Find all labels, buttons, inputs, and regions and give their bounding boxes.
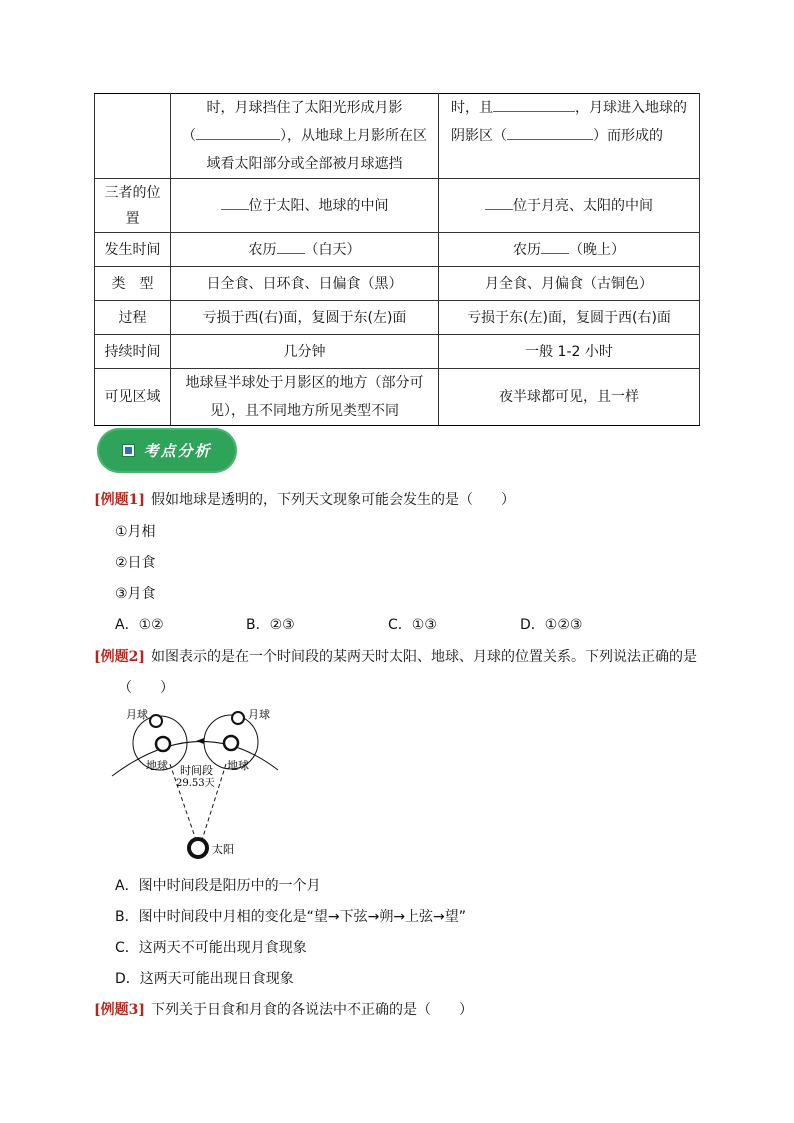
- q1-option-a[interactable]: A．①②: [115, 617, 164, 633]
- table-cell-label: 类 型: [95, 267, 171, 301]
- table-cell-label: 三者的位 置: [95, 179, 171, 233]
- label-earth-right: 地球: [227, 759, 249, 772]
- table-cell-label: 发生时间: [95, 233, 171, 267]
- fill-blank: [221, 193, 249, 210]
- q2-option-a[interactable]: A．图中时间段是阳历中的一个月: [115, 878, 321, 894]
- q1-option-c[interactable]: C．①③: [388, 617, 437, 633]
- moon-right: [232, 712, 244, 724]
- table-cell: 农历 （白天）: [171, 233, 439, 267]
- table-cell: 亏损于东(左)面，复圆于西(右)面: [439, 301, 700, 335]
- table-row: [95, 301, 700, 335]
- cell-text: 时，月球挡住了太阳光形成月影: [206, 100, 403, 116]
- q2-option-b[interactable]: B．图中时间段中月相的变化是“望→下弦→朔→上弦→望”: [115, 909, 467, 925]
- table-row: [95, 335, 700, 369]
- table-cell: 月全食、月偏食（古铜色）: [439, 267, 700, 301]
- table-cell: [439, 94, 700, 179]
- table-row: [95, 94, 700, 179]
- label-moon-left: 月球: [126, 708, 148, 721]
- q1-option-d[interactable]: D．①②③: [520, 617, 583, 633]
- table-cell-label: 过程: [95, 301, 171, 335]
- earth-right: [224, 736, 238, 750]
- moon-left: [150, 715, 162, 727]
- fill-blank: [196, 123, 280, 140]
- label-sun: 太阳: [212, 843, 234, 856]
- cell-text: 域看太阳部分或全部被月球遮挡: [206, 156, 403, 172]
- table-cell: 日全食、日环食、日偏食（黑）: [171, 267, 439, 301]
- table-cell: 亏损于西(右)面，复圆于东(左)面: [171, 301, 439, 335]
- question-tag: [例题1]: [94, 492, 145, 508]
- table-cell: 地球昼半球处于月影区的地方（部分可 见），且不同地方所见类型不同: [171, 369, 439, 426]
- question-3-stem: [例题3] 下列关于日食和月食的各说法中不正确的是（ ）: [94, 1002, 473, 1018]
- fill-blank: [541, 237, 569, 254]
- table-row: [95, 233, 700, 267]
- cell-text: 时，且 ，月球进入地球的: [451, 94, 693, 122]
- table-cell: [171, 94, 439, 179]
- q1-item: ③月食: [115, 586, 156, 602]
- table-cell: 农历 （晚上）: [439, 233, 700, 267]
- question-1-stem: [例题1] 假如地球是透明的，下列天文现象可能会发生的是（ ）: [94, 492, 515, 508]
- question-2-stem-cont: （ ）: [118, 680, 174, 696]
- sun-earth-moon-diagram: [110, 700, 290, 865]
- table-cell-empty: [95, 94, 171, 179]
- eclipse-comparison-table: [94, 93, 700, 426]
- sun-symbol: [189, 839, 207, 857]
- direction-arrow: [196, 738, 204, 744]
- q1-item: ②日食: [115, 555, 156, 571]
- table-cell: 夜半球都可见，且一样: [439, 369, 700, 426]
- table-cell-label: 持续时间: [95, 335, 171, 369]
- q2-option-d[interactable]: D．这两天可能出现日食现象: [115, 971, 294, 987]
- label-period: 时间段: [180, 764, 213, 777]
- fill-blank: [507, 123, 593, 140]
- table-cell: 几分钟: [171, 335, 439, 369]
- q1-item: ①月相: [115, 524, 156, 540]
- label-earth-left: 地球: [146, 759, 168, 772]
- q2-option-c[interactable]: C．这两天不可能出现月食现象: [115, 940, 307, 956]
- label-moon-right: 月球: [248, 708, 270, 721]
- cell-text: 阴影区（ ）而形成的: [451, 122, 693, 150]
- table-row: [95, 267, 700, 301]
- notebook-icon: [122, 444, 135, 457]
- label-period-days: 29.53天: [176, 778, 215, 789]
- earth-left: [156, 737, 170, 751]
- q1-option-b[interactable]: B．②③: [246, 617, 295, 633]
- question-tag: [例题3]: [94, 1002, 145, 1018]
- fill-blank: [493, 95, 575, 112]
- question-tag: [例题2]: [94, 649, 145, 665]
- table-cell: 位于太阳、地球的中间: [171, 179, 439, 233]
- table-cell-label: 可见区域: [95, 369, 171, 426]
- table-cell: 一般 1-2 小时: [439, 335, 700, 369]
- fill-blank: [485, 193, 513, 210]
- fill-blank: [277, 237, 305, 254]
- cell-text: （ ），从地球上月影所在区: [177, 122, 432, 150]
- section-badge: [97, 428, 237, 473]
- table-cell: 位于月亮、太阳的中间: [439, 179, 700, 233]
- table-row: [95, 369, 700, 426]
- section-badge-label: 考点分析: [143, 442, 212, 460]
- table-row: [95, 179, 700, 233]
- question-2-stem: [例题2] 如图表示的是在一个时间段的某两天时太阳、地球、月球的位置关系。下列说法正确的是: [94, 649, 697, 665]
